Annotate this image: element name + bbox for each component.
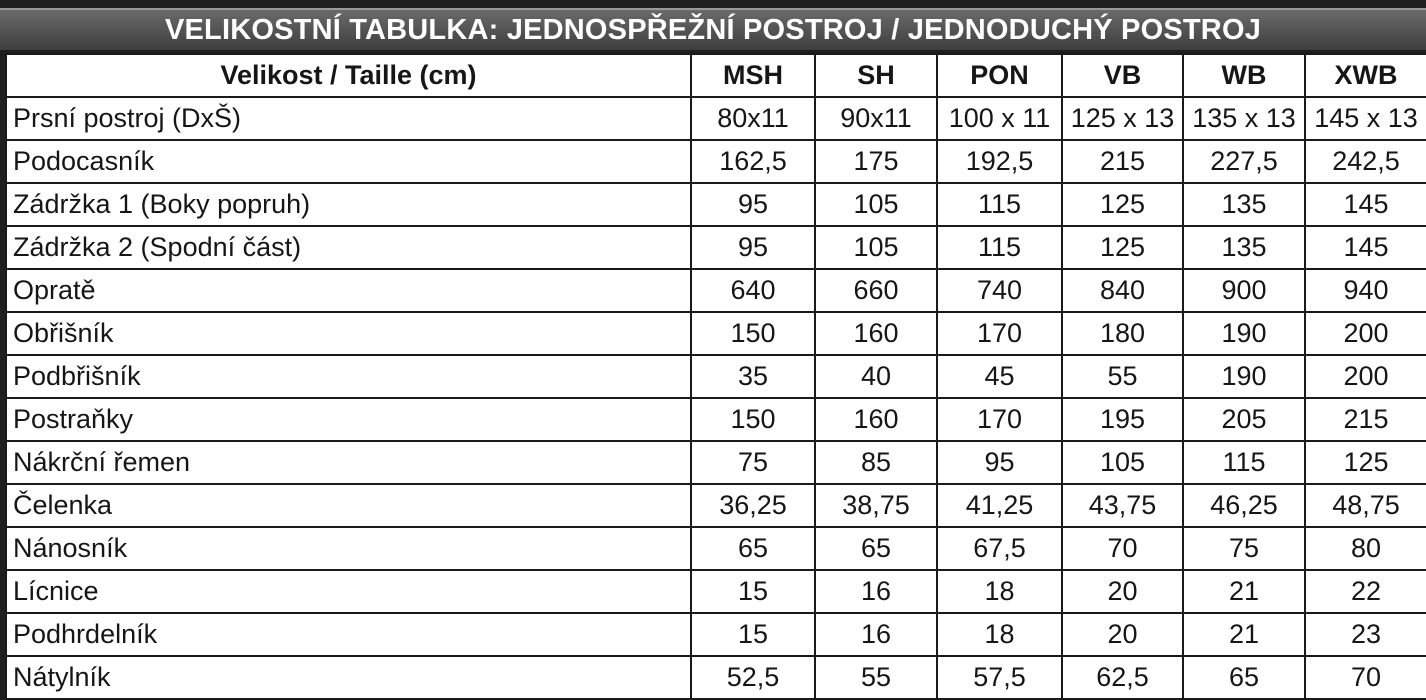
cell-value: 15 xyxy=(691,570,815,613)
cell-value: 15 xyxy=(691,613,815,656)
row-label: Opratě xyxy=(6,269,691,312)
table-row xyxy=(6,97,1426,140)
header-size-sh: SH xyxy=(815,54,937,97)
cell-value: 65 xyxy=(691,527,815,570)
row-label: Nátylník xyxy=(6,656,691,699)
cell-value: 43,75 xyxy=(1062,484,1183,527)
cell-value: 45 xyxy=(937,355,1062,398)
cell-value: 162,5 xyxy=(691,140,815,183)
cell-value: 900 xyxy=(1183,269,1305,312)
table-row xyxy=(6,398,1426,441)
table-row xyxy=(6,355,1426,398)
cell-value: 105 xyxy=(815,226,937,269)
cell-value: 16 xyxy=(815,570,937,613)
row-label: Podbřišník xyxy=(6,355,691,398)
cell-value: 62,5 xyxy=(1062,656,1183,699)
header-size-wb: WB xyxy=(1183,54,1305,97)
row-label: Postraňky xyxy=(6,398,691,441)
cell-value: 205 xyxy=(1183,398,1305,441)
cell-value: 16 xyxy=(815,613,937,656)
header-size-pon: PON xyxy=(937,54,1062,97)
cell-value: 227,5 xyxy=(1183,140,1305,183)
cell-value: 65 xyxy=(815,527,937,570)
table-row xyxy=(6,656,1426,699)
cell-value: 200 xyxy=(1305,355,1426,398)
cell-value: 242,5 xyxy=(1305,140,1426,183)
cell-value: 70 xyxy=(1062,527,1183,570)
cell-value: 18 xyxy=(937,570,1062,613)
cell-value: 115 xyxy=(1183,441,1305,484)
cell-value: 660 xyxy=(815,269,937,312)
cell-value: 170 xyxy=(937,398,1062,441)
cell-value: 195 xyxy=(1062,398,1183,441)
cell-value: 125 xyxy=(1062,183,1183,226)
cell-value: 160 xyxy=(815,398,937,441)
cell-value: 55 xyxy=(815,656,937,699)
cell-value: 23 xyxy=(1305,613,1426,656)
cell-value: 65 xyxy=(1183,656,1305,699)
header-label: Velikost / Taille (cm) xyxy=(6,54,691,97)
cell-value: 200 xyxy=(1305,312,1426,355)
cell-value: 150 xyxy=(691,312,815,355)
cell-value: 115 xyxy=(937,226,1062,269)
cell-value: 18 xyxy=(937,613,1062,656)
cell-value: 95 xyxy=(937,441,1062,484)
cell-value: 125 xyxy=(1062,226,1183,269)
cell-value: 145 xyxy=(1305,183,1426,226)
row-label: Nánosník xyxy=(6,527,691,570)
cell-value: 21 xyxy=(1183,570,1305,613)
cell-value: 46,25 xyxy=(1183,484,1305,527)
cell-value: 38,75 xyxy=(815,484,937,527)
table-row xyxy=(6,140,1426,183)
row-label: Podocasník xyxy=(6,140,691,183)
header-size-vb: VB xyxy=(1062,54,1183,97)
table-row xyxy=(6,570,1426,613)
cell-value: 105 xyxy=(815,183,937,226)
cell-value: 70 xyxy=(1305,656,1426,699)
page-title: VELIKOSTNÍ TABULKA: JEDNOSPŘEŽNÍ POSTROJ / JEDNODUCHÝ POSTROJ xyxy=(164,14,1262,46)
cell-value: 125 xyxy=(1305,441,1426,484)
cell-value: 180 xyxy=(1062,312,1183,355)
cell-value: 85 xyxy=(815,441,937,484)
cell-value: 36,25 xyxy=(691,484,815,527)
table-row xyxy=(6,484,1426,527)
cell-value: 95 xyxy=(691,226,815,269)
size-table xyxy=(5,53,1426,700)
cell-value: 135 xyxy=(1183,183,1305,226)
cell-value: 940 xyxy=(1305,269,1426,312)
table-row xyxy=(6,527,1426,570)
cell-value: 145 xyxy=(1305,226,1426,269)
cell-value: 48,75 xyxy=(1305,484,1426,527)
cell-value: 190 xyxy=(1183,355,1305,398)
cell-value: 67,5 xyxy=(937,527,1062,570)
cell-value: 840 xyxy=(1062,269,1183,312)
header-size-xwb: XWB xyxy=(1305,54,1426,97)
cell-value: 640 xyxy=(691,269,815,312)
cell-value: 175 xyxy=(815,140,937,183)
cell-value: 75 xyxy=(1183,527,1305,570)
cell-value: 52,5 xyxy=(691,656,815,699)
cell-value: 35 xyxy=(691,355,815,398)
cell-value: 55 xyxy=(1062,355,1183,398)
cell-value: 90x11 xyxy=(815,97,937,140)
cell-value: 160 xyxy=(815,312,937,355)
cell-value: 95 xyxy=(691,183,815,226)
row-label: Čelenka xyxy=(6,484,691,527)
row-label: Zádržka 2 (Spodní část) xyxy=(6,226,691,269)
table-row xyxy=(6,441,1426,484)
cell-value: 115 xyxy=(937,183,1062,226)
table-row xyxy=(6,269,1426,312)
cell-value: 125 x 13 xyxy=(1062,97,1183,140)
cell-value: 57,5 xyxy=(937,656,1062,699)
cell-value: 215 xyxy=(1062,140,1183,183)
cell-value: 135 xyxy=(1183,226,1305,269)
cell-value: 21 xyxy=(1183,613,1305,656)
title-bar xyxy=(0,8,1426,50)
cell-value: 20 xyxy=(1062,613,1183,656)
cell-value: 40 xyxy=(815,355,937,398)
table-row xyxy=(6,226,1426,269)
cell-value: 105 xyxy=(1062,441,1183,484)
table-row xyxy=(6,183,1426,226)
table-row xyxy=(6,312,1426,355)
header-size-msh: MSH xyxy=(691,54,815,97)
table-row xyxy=(6,613,1426,656)
cell-value: 135 x 13 xyxy=(1183,97,1305,140)
cell-value: 22 xyxy=(1305,570,1426,613)
cell-value: 192,5 xyxy=(937,140,1062,183)
cell-value: 145 x 13 xyxy=(1305,97,1426,140)
row-label: Podhrdelník xyxy=(6,613,691,656)
cell-value: 20 xyxy=(1062,570,1183,613)
row-label: Zádržka 1 (Boky popruh) xyxy=(6,183,691,226)
cell-value: 170 xyxy=(937,312,1062,355)
row-label: Nákrční řemen xyxy=(6,441,691,484)
cell-value: 80 xyxy=(1305,527,1426,570)
row-label: Obřišník xyxy=(6,312,691,355)
row-label: Prsní postroj (DxŠ) xyxy=(6,97,691,140)
cell-value: 150 xyxy=(691,398,815,441)
cell-value: 740 xyxy=(937,269,1062,312)
cell-value: 41,25 xyxy=(937,484,1062,527)
cell-value: 80x11 xyxy=(691,97,815,140)
cell-value: 100 x 11 xyxy=(937,97,1062,140)
table-header-row xyxy=(6,54,1426,97)
row-label: Lícnice xyxy=(6,570,691,613)
cell-value: 190 xyxy=(1183,312,1305,355)
cell-value: 75 xyxy=(691,441,815,484)
cell-value: 215 xyxy=(1305,398,1426,441)
